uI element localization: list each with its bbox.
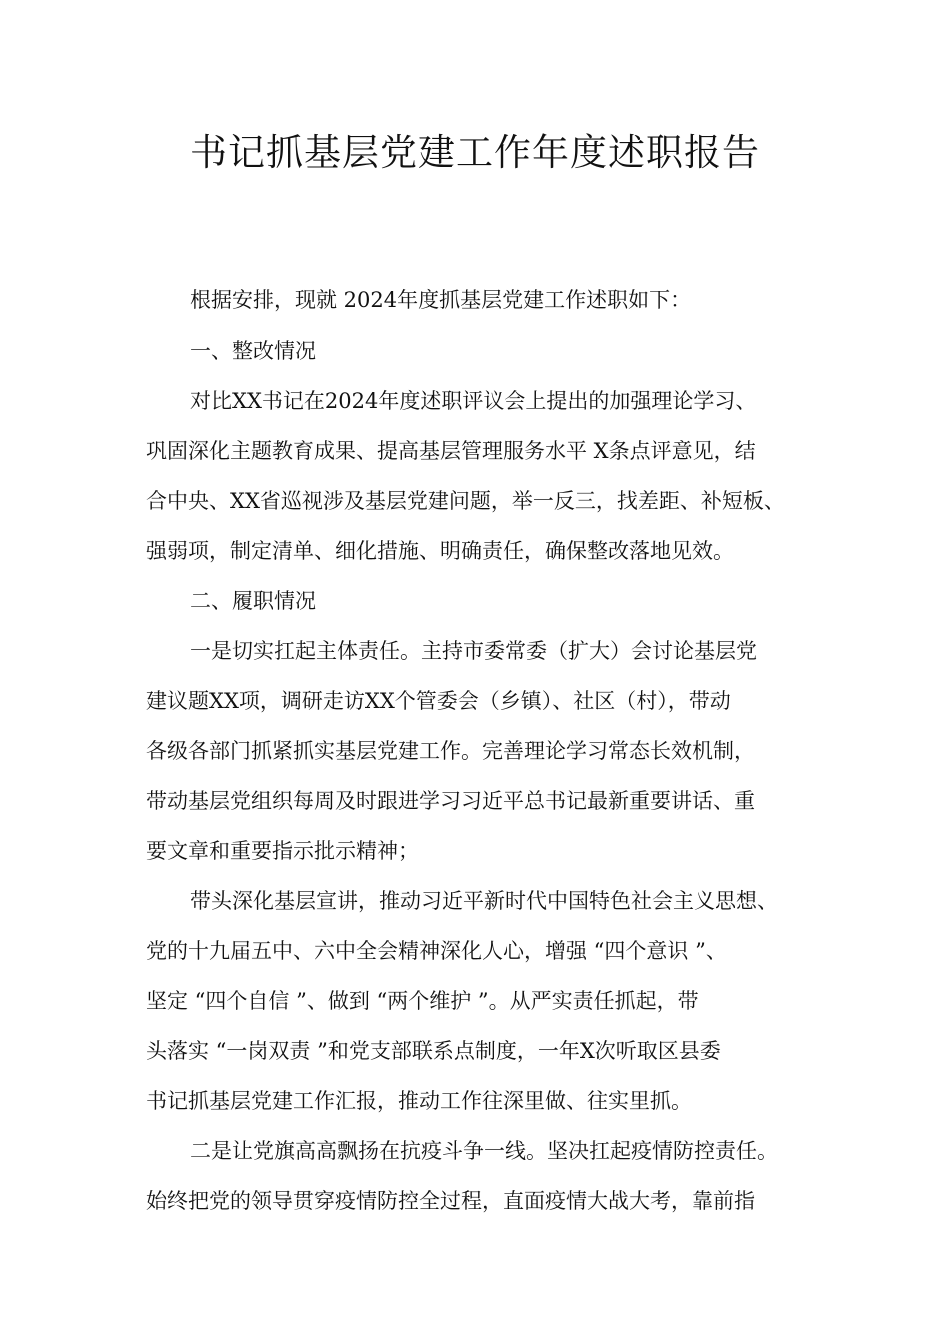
paragraph-line: 始终把党的领导贯穿疫情防控全过程，直面疫情大战大考，靠前指 [146,1189,755,1213]
paragraph-line: 党的十九届五中、六中全会精神深化人心，增强 “四个意识 ”、 [146,939,727,963]
paragraph-line: 各级各部门抓紧抓实基层党建工作。完善理论学习常态长效机制， [146,739,755,763]
paragraph-line: 带动基层党组织每周及时跟进学习习近平总书记最新重要讲话、重 [146,789,755,813]
paragraph-line: 头落实 “一岗双责 ”和党支部联系点制度，一年X次听取区县委 [146,1039,721,1063]
paragraph-line: 要文章和重要指示批示精神； [146,839,419,863]
section-heading: 二、履职情况 [190,589,316,613]
paragraph-line: 书记抓基层党建工作汇报，推动工作往深里做、往实里抓。 [146,1089,692,1113]
paragraph-line: 强弱项，制定清单、细化措施、明确责任，确保整改落地见效。 [146,539,734,563]
paragraph-line: 建议题XX项，调研走访XX个管委会（乡镇）、社区（村），带动 [146,689,731,713]
paragraph-line: 二是让党旗高高飘扬在抗疫斗争一线。坚决扛起疫情防控责任。 [190,1139,778,1163]
paragraph-line: 带头深化基层宣讲，推动习近平新时代中国特色社会主义思想、 [190,889,778,913]
paragraph-line: 巩固深化主题教育成果、提高基层管理服务水平 X条点评意见，结 [146,439,756,463]
paragraph-line: 一是切实扛起主体责任。主持市委常委（扩大）会讨论基层党 [190,639,757,663]
paragraph-line: 坚定 “四个自信 ”、做到 “两个维护 ”。从严实责任抓起，带 [146,989,699,1013]
paragraph-line: 根据安排，现就 2024年度抓基层党建工作述职如下： [190,288,692,312]
paragraph-line: 对比XX书记在2024年度述职评议会上提出的加强理论学习、 [190,389,757,413]
section-heading: 一、整改情况 [190,339,316,363]
document-title: 书记抓基层党建工作年度述职报告 [190,131,760,174]
paragraph-line: 合中央、XX省巡视涉及基层党建问题，举一反三，找差距、补短板、 [146,489,785,513]
